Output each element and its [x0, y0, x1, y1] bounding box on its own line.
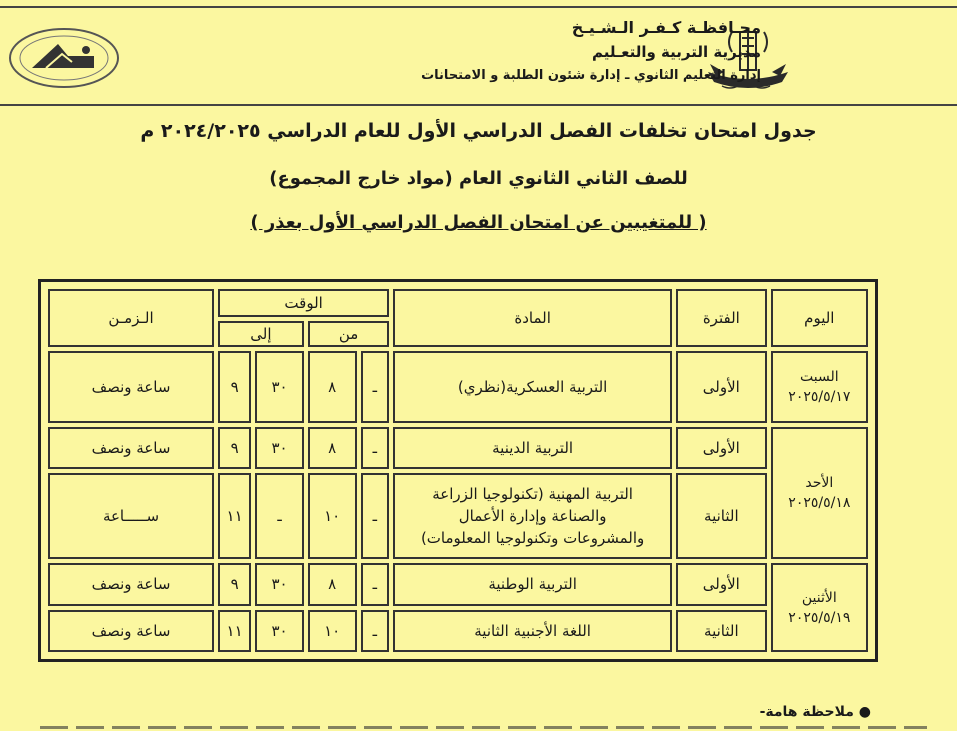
duration-cell: ساعة ونصف: [48, 427, 214, 469]
day-cell: [771, 427, 868, 559]
day-cell: [771, 351, 868, 423]
governorate-name: محـافظـة كـفـر الـشـيـخ: [571, 18, 761, 37]
period-cell: الأولى: [676, 427, 767, 469]
subject-cell: التربية الوطنية: [393, 563, 672, 605]
header-period: الفترة: [676, 289, 767, 347]
table-row: [48, 563, 868, 605]
to-hour-cell: ١١: [218, 610, 251, 652]
from-hour-cell: ١٠: [308, 610, 357, 652]
table-row: [48, 351, 868, 423]
duration-cell: ساعة ونصف: [48, 351, 214, 423]
day-date: ٢٠٢٥/٥/١٧: [788, 388, 851, 405]
from-dash-cell: ـ: [361, 473, 390, 559]
day-name: السبت: [800, 368, 839, 385]
from-minute-cell: ٣٠: [255, 563, 304, 605]
period-cell: الثانية: [676, 610, 767, 652]
to-hour-cell: ٩: [218, 563, 251, 605]
day-cell: [771, 563, 868, 652]
period-cell: الثانية: [676, 473, 767, 559]
exam-schedule-table: [38, 279, 878, 662]
letterhead: [401, 16, 761, 88]
from-dash-cell: ـ: [361, 563, 390, 605]
duration-cell: ســـــاعة: [48, 473, 214, 559]
period-cell: الأولى: [676, 563, 767, 605]
from-hour-cell: ١٠: [308, 473, 357, 559]
subject-line: التربية المهنية (تكنولوجيا الزراعة: [432, 485, 633, 504]
subject-cell: التربية الدينية: [393, 427, 672, 469]
header-to: إلى: [218, 321, 304, 347]
important-note-label: ● ملاحظة هامة-: [759, 704, 871, 720]
document-title: جدول امتحان تخلفات الفصل الدراسي الأول للعام الدراسي ٢٠٢٤/٢٠٢٥ م: [140, 120, 817, 142]
table-row: [48, 473, 868, 559]
day-date: ٢٠٢٥/٥/١٨: [788, 494, 851, 511]
day-date: ٢٠٢٥/٥/١٩: [788, 609, 851, 626]
subject-cell: اللغة الأجنبية الثانية: [393, 610, 672, 652]
document-note-title: ( للمتغيبين عن امتحان الفصل الدراسي الأول بعذر ): [250, 212, 707, 233]
period-cell: الأولى: [676, 351, 767, 423]
directorate-name: مديرية التربية والتعـليم: [592, 43, 761, 61]
from-hour-cell: ٨: [308, 427, 357, 469]
from-minute-cell: ٣٠: [255, 427, 304, 469]
duration-cell: ساعة ونصف: [48, 563, 214, 605]
from-minute-cell: ٣٠: [255, 610, 304, 652]
header-from: من: [308, 321, 389, 347]
day-name: الأحد: [805, 474, 834, 491]
day-name: الأثنين: [801, 589, 837, 606]
table-row: [48, 427, 868, 469]
top-rule: [0, 6, 957, 8]
header-rule: [0, 104, 957, 106]
from-dash-cell: ـ: [361, 610, 390, 652]
document-subtitle: للصف الثاني الثانوي العام (مواد خارج المجموع): [269, 168, 688, 189]
cropped-note-text: [40, 722, 927, 731]
subject-cell: التربية العسكرية(نظري): [393, 351, 672, 423]
from-minute-cell: ٣٠: [255, 351, 304, 423]
from-hour-cell: ٨: [308, 351, 357, 423]
subject-cell: [393, 473, 672, 559]
header-day: اليوم: [771, 289, 868, 347]
department-name: إدارة التعليم الثانوي ـ إدارة شئون الطلبة و الامتحانات: [421, 68, 761, 83]
header-duration: الـزمـن: [48, 289, 214, 347]
to-hour-cell: ١١: [218, 473, 251, 559]
header-time: الوقت: [218, 289, 389, 317]
ministry-emblem-icon: [6, 26, 122, 90]
to-hour-cell: ٩: [218, 427, 251, 469]
subject-line: والمشروعات وتكنولوجيا المعلومات): [420, 529, 645, 548]
to-hour-cell: ٩: [218, 351, 251, 423]
from-dash-cell: ـ: [361, 351, 390, 423]
from-minute-cell: ـ: [255, 473, 304, 559]
table-row: [48, 610, 868, 652]
duration-cell: ساعة ونصف: [48, 610, 214, 652]
from-hour-cell: ٨: [308, 563, 357, 605]
subject-line: والصناعة وإدارة الأعمال: [458, 507, 607, 526]
header-subject: المادة: [393, 289, 672, 347]
from-dash-cell: ـ: [361, 427, 390, 469]
bullet-icon: ●: [853, 704, 871, 720]
